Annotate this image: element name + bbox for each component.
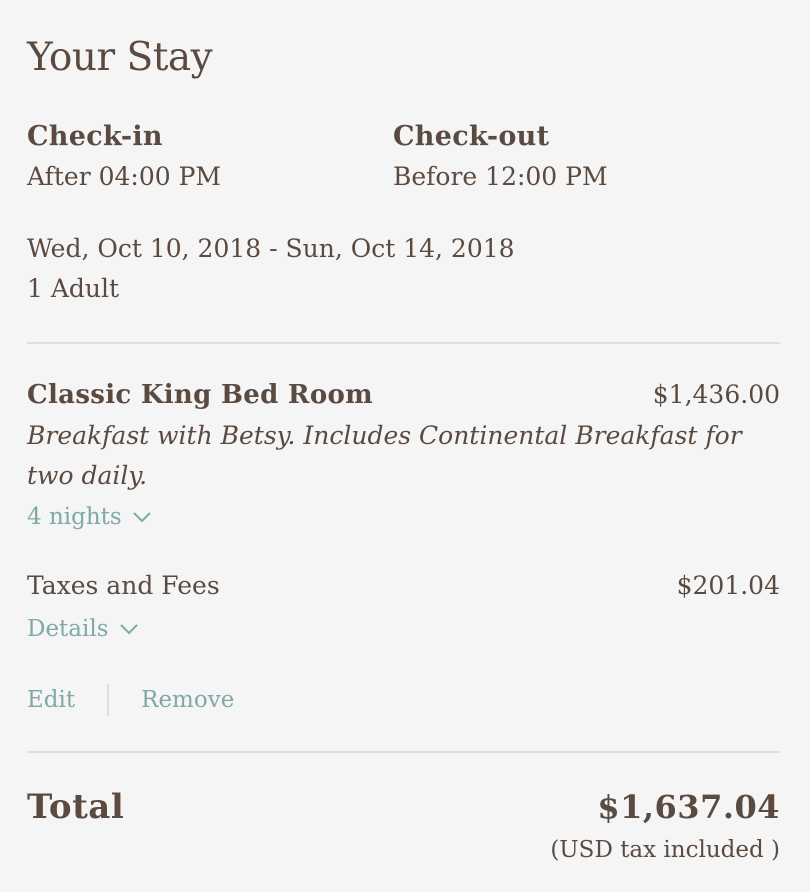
- page-title: Your Stay: [27, 35, 213, 80]
- nights-toggle-label: 4 nights: [27, 504, 122, 530]
- room-actions: [27, 684, 234, 716]
- total-label: Total: [27, 787, 125, 827]
- edit-link[interactable]: Edit: [27, 687, 76, 713]
- remove-link[interactable]: Remove: [141, 687, 235, 713]
- room-name: Classic King Bed Room: [27, 380, 373, 410]
- taxes-value: $201.04: [676, 571, 780, 600]
- taxes-details-toggle[interactable]: [27, 613, 139, 645]
- currency-note: (USD tax included ): [550, 837, 780, 863]
- checkout-time: Before 12:00 PM: [393, 162, 608, 191]
- checkin-label: Check-in: [27, 121, 163, 152]
- room-price: $1,436.00: [652, 380, 780, 409]
- checkin-time: After 04:00 PM: [27, 162, 222, 191]
- nights-toggle[interactable]: [27, 501, 152, 533]
- checkin-block: [27, 118, 221, 196]
- total-value: $1,637.04: [597, 788, 780, 826]
- divider: [27, 342, 780, 344]
- stay-dates-block: [27, 229, 515, 309]
- checkout-block: [393, 118, 608, 196]
- date-range: Wed, Oct 10, 2018 - Sun, Oct 14, 2018: [27, 234, 515, 263]
- chevron-down-icon: [132, 511, 152, 523]
- checkout-label: Check-out: [393, 121, 550, 152]
- chevron-down-icon: [119, 623, 139, 635]
- room-rate-description: Breakfast with Betsy. Includes Continental Breakfast for two daily.: [27, 421, 742, 490]
- guest-count: 1 Adult: [27, 274, 120, 303]
- divider: [27, 751, 780, 753]
- action-separator: [107, 684, 109, 716]
- details-toggle-label: Details: [27, 616, 109, 642]
- taxes-label: Taxes and Fees: [27, 571, 220, 600]
